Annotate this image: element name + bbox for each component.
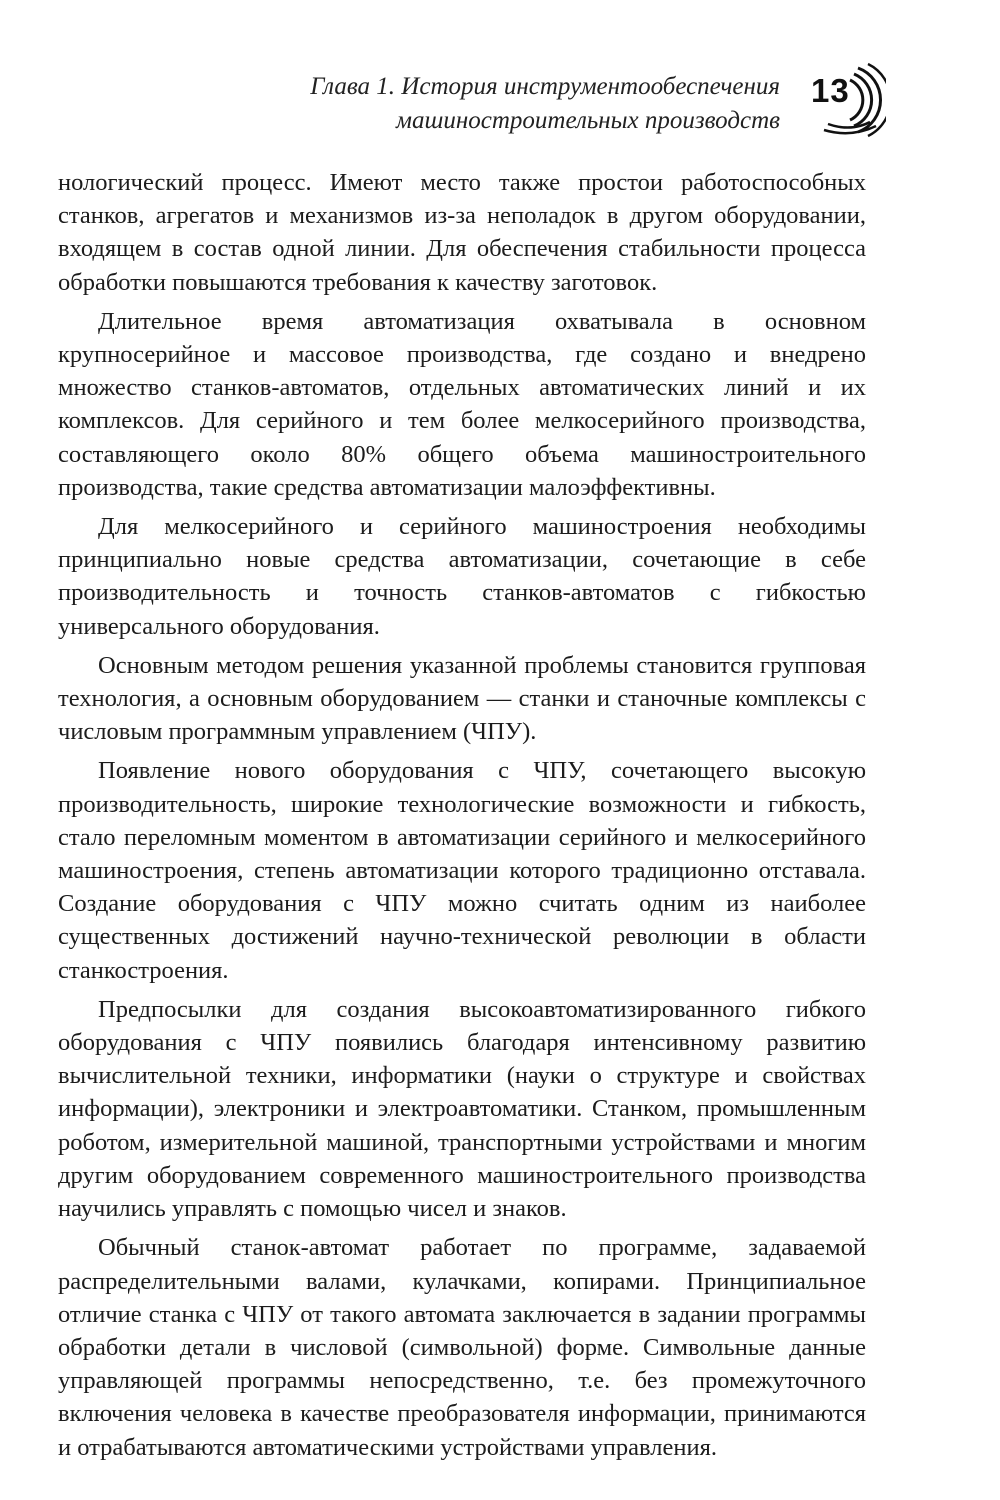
running-header-line-2: машиностроительных производств [396, 107, 780, 134]
paragraph-7: Обычный станок-автомат работает по программе, задаваемой распределительными валами, кулачками, копирами. Принципиальное отличие станка с ЧПУ от такого автомата заключается в задании программы обработки детали в числовой (символьной) форме. Символьные данные управляющей программы непосредственно, т.е. без промежуточного включения человека в качестве преобразователя информации, принимаются и отрабатываются автоматическими устройствами управления. [58, 1234, 866, 1461]
paragraph-4: Основным методом решения указанной проблемы становится групповая технология, а основным оборудованием — станки и станочные комплексы с числовым программным управлением (ЧПУ). [58, 651, 866, 746]
running-header-line-1: Глава 1. История инструментообеспечения [310, 73, 780, 100]
running-header [250, 70, 780, 138]
paragraph-2: Длительное время автоматизация охватывала в основном крупносерийное и массовое производства, где создано и внедрено множество станков-автоматов, отдельных автоматических линий и их комплексов. Для серийного и тем более мелкосерийного производства, составляющего около 80% общего объема машиностроительного производства, такие средства автоматизации малоэффективны. [58, 307, 866, 501]
paragraph-6: Предпосылки для создания высокоавтоматизированного гибкого оборудования с ЧПУ появились благодаря интенсивному развитию вычислительной техники, информатики (науки о структуре и свойствах информации), электроники и электроавтоматики. Станком, промышленным роботом, измерительной машиной, транспортными устройствами и многим другим оборудованием современного машиностроительного производства научились управлять с помощью чисел и знаков. [58, 995, 866, 1223]
paragraph-5: Появление нового оборудования с ЧПУ, сочетающего высокую производительность, широкие технологические возможности и гибкость, стало переломным моментом в автоматизации серийного и мелкосерийного машиностроения, степень автоматизации которого традиционно отставала. Создание оборудования с ЧПУ можно считать одним из наиболее существенных достижений научно-технической революции в области станкостроения. [58, 757, 866, 984]
page-number: 13 [811, 72, 850, 109]
paragraph-1: нологический процесс. Имеют место также простои работоспособных станков, агрегатов и механизмов из-за неполадок в другом оборудовании, входящем в состав одной линии. Для обеспечения стабильности процесса обработки повышаются требования к качеству заготовок. [58, 169, 866, 296]
paragraph-3: Для мелкосерийного и серийного машиностроения необходимы принципиально новые средства автоматизации, сочетающие в себе производительность и точность станков-автоматов с гибкостью универсального оборудования. [58, 513, 866, 640]
body-text [58, 166, 866, 1470]
